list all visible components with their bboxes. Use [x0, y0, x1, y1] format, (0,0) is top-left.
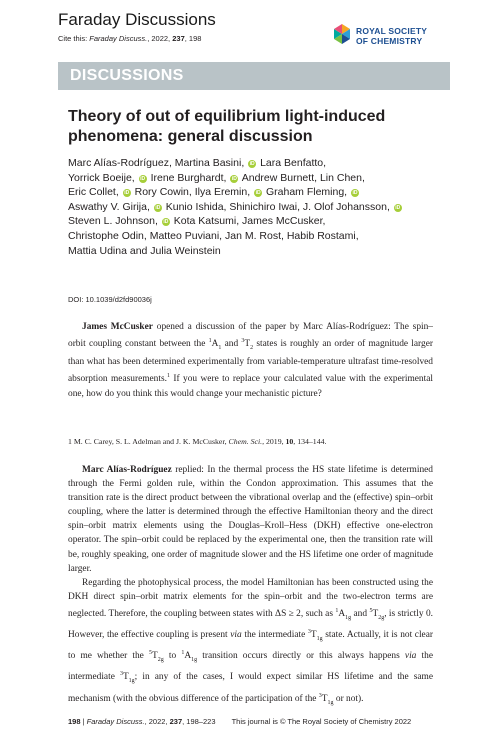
orcid-icon[interactable]: iD [155, 204, 161, 211]
cite-rest: , 2022, [147, 34, 173, 43]
text: and [221, 339, 242, 350]
sup: 5 [369, 608, 373, 615]
footer-year: , 2022, [144, 717, 170, 726]
doi-link[interactable]: DOI: 10.1039/d2fd90036j [68, 295, 152, 304]
orcid-icon[interactable]: iD [249, 161, 255, 167]
footer-journal: Faraday Discuss. [86, 717, 145, 726]
orcid-icon[interactable]: iD [231, 175, 237, 182]
section-banner [58, 62, 450, 90]
sup: 3 [307, 629, 311, 636]
footer-volume: 237 [169, 717, 183, 726]
text: and [351, 609, 370, 620]
text: states is roughly an order of magnitude larger than what has been determined experimentally from variable-temperature ultrafast time-resolved absorption measurements. [68, 339, 433, 385]
ref-year: , 2019, [262, 437, 286, 446]
state: A [338, 609, 346, 620]
author-segment: Kota Katsumi, James McCusker, [173, 215, 326, 228]
orcid-icon[interactable]: iD [352, 190, 358, 197]
section-banner-label: DISCUSSIONS [70, 67, 184, 84]
text: ; in any of the cases, I would expect similar HS lifetime and the same mechanism (with the obvious difference of the participation of the [68, 672, 433, 704]
sub: 1g [316, 636, 323, 643]
sup: 3 [241, 338, 245, 345]
sup: 1 [335, 608, 339, 615]
text: state. Actually, it is not clear to me whether the [68, 630, 434, 662]
sub: 2g [157, 657, 164, 664]
sup: 3 [119, 671, 123, 678]
author-segment: Christophe Odin, Matteo Puviani, Jan M. Rost, Habib Rostami, [68, 229, 359, 242]
text: replied: In the thermal process the HS state lifetime is determined through the Fermi golden rule, within the Condon approximation. This assumes that the transition rate is the direct product between the vibrational overlap and the (effective) spin–orbit coupling, where the latter is determined through the effective Hamiltonian theory and the direct spin–orbit matrix elements using the Douglas–Kroll–Hess (DKH) effective one-electron operator. The spin–orbit could be replaced by the experimental one, then the transition rate will be, roughly speaking, one order of magnitude slower and the HS lifetime one order of magnitude larger. [68, 465, 433, 574]
sup: 1 [181, 650, 185, 657]
text: to [163, 651, 182, 662]
state: A [184, 651, 192, 662]
reference-entry [68, 437, 326, 446]
ref-authors: M. C. Carey, S. L. Adelman and J. K. McCusker, [73, 437, 229, 446]
text-italic: via [404, 651, 417, 662]
text: the intermediate [68, 651, 433, 683]
ref-number: 1 [68, 437, 74, 446]
author-list [68, 156, 448, 258]
text: Regarding the photophysical process, the model Hamiltonian has been constructed using the DKH direct spin–orbit matrix elements for the spin–orbit and the two-electron terms are neglected. Therefore, the coupling between states with ΔS ≥ 2, such as [68, 578, 433, 620]
author-segment: Andrew Burnett, Lin Chen, [241, 171, 365, 184]
text: If you were to replace your calculated value with the experimental one, how do you think this would change your mechanistic picture? [68, 374, 433, 399]
publisher-logo [330, 22, 450, 56]
ref-pages: , 134–144. [293, 437, 327, 446]
state: T [122, 672, 129, 683]
orcid-icon[interactable]: iD [255, 190, 261, 197]
state: T [310, 630, 317, 641]
text: the intermediate [241, 630, 308, 641]
text-italic: via [230, 630, 242, 641]
reference-link[interactable]: 1 [166, 373, 170, 380]
sub: 1 [218, 345, 222, 352]
state: A [211, 339, 219, 350]
discussion-question [68, 320, 433, 401]
sub: 2 [250, 345, 254, 352]
rsc-emblem-icon [330, 22, 354, 50]
footer-pages: , 198–223 [182, 717, 216, 726]
journal-name: Faraday Discussions [58, 10, 216, 29]
cite-volume: 237 [172, 34, 185, 43]
page-number: 198 [68, 717, 81, 726]
speaker-name: Marc Alías-Rodríguez [82, 465, 172, 475]
citation-line [58, 34, 201, 43]
speaker-name: James McCusker [82, 322, 153, 332]
state: T [321, 693, 328, 704]
page-footer [68, 717, 438, 726]
discussion-reply-continued [68, 576, 433, 710]
sub: 1g [128, 678, 135, 685]
cite-prefix: Cite this: [58, 34, 90, 43]
ref-volume: 10 [285, 437, 294, 446]
text: , is strictly 0. However, the effective coupling is present [68, 609, 433, 641]
author-segment: Rory Cowin, Ilya Eremin, [134, 186, 251, 199]
author-segment: Irene Burghardt, [150, 171, 227, 184]
orcid-icon[interactable]: iD [395, 204, 401, 211]
author-segment: Marc Alías-Rodríguez, Martina Basini, [68, 157, 245, 169]
cite-journal: Faraday Discuss. [89, 34, 148, 43]
publisher-line1: ROYAL SOCIETY [356, 26, 428, 36]
article-title: Theory of out of equilibrium light-induced phenomena: general discussion [68, 108, 386, 145]
author-segment: Aswathy V. Girija, [68, 200, 150, 213]
text: opened a discussion of the paper by Marc Alías-Rodríguez: The spin–orbit coupling constant between the [68, 322, 433, 350]
orcid-icon[interactable]: iD [124, 190, 130, 197]
state: T [244, 339, 251, 350]
state: T [372, 609, 379, 620]
publisher-line2: OF CHEMISTRY [356, 36, 423, 46]
ref-journal: Chem. Sci. [228, 437, 263, 446]
text: transition occurs directly or this always happens [197, 651, 405, 662]
sup: 5 [148, 650, 152, 657]
orcid-icon[interactable]: iD [140, 175, 146, 182]
sub: 1g [345, 615, 352, 622]
sup: 1 [208, 338, 212, 345]
author-segment: Lara Benfatto, [260, 157, 327, 169]
sub: 2g [378, 615, 385, 622]
state: T [151, 651, 158, 662]
author-segment: Mattia Udina and Julia Weinstein [68, 244, 221, 257]
orcid-icon[interactable]: iD [163, 219, 169, 226]
author-segment: Eric Collet, [68, 186, 119, 199]
cite-page: , 198 [184, 34, 202, 43]
author-segment: Kunio Ishida, Shinichiro Iwai, J. Olof Johansson, [165, 200, 390, 213]
footer-separator: | [80, 717, 87, 726]
sup: 3 [318, 692, 322, 699]
author-segment: Graham Fleming, [265, 186, 348, 199]
author-segment: Steven L. Johnson, [68, 215, 158, 228]
sub: 1g [327, 699, 334, 706]
footer-copyright: This journal is © The Royal Society of Chemistry 2022 [231, 717, 412, 726]
sub: 1g [191, 657, 198, 664]
author-segment: Yorrick Boeije, [68, 171, 135, 184]
text: or not). [333, 693, 364, 704]
discussion-reply [68, 463, 433, 576]
